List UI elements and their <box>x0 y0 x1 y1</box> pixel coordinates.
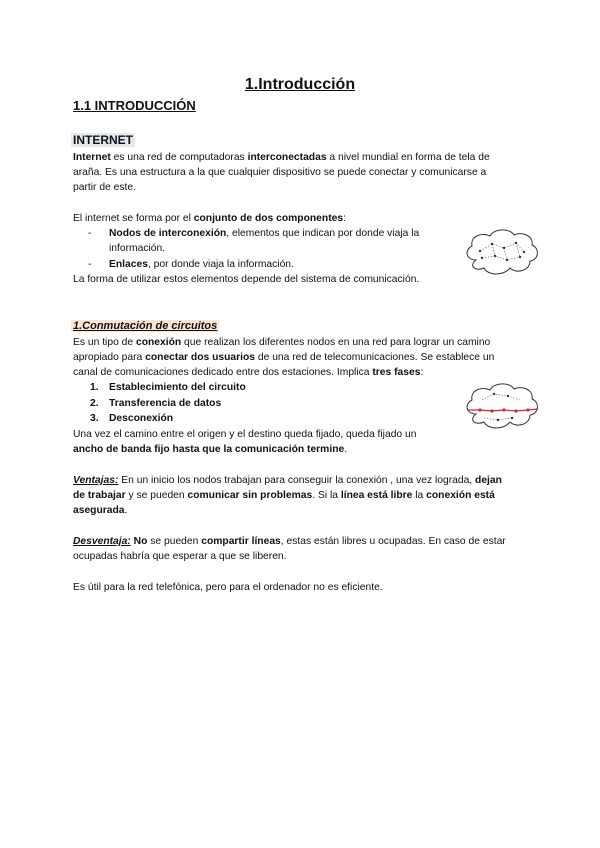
final-note: Es útil para la red telefónica, pero para el ordenador no es eficiente. <box>73 582 383 593</box>
ventajas-line-3: asegurada. <box>73 505 128 516</box>
section-heading: 1.1 INTRODUCCIÓN <box>73 98 196 113</box>
conmutacion-heading <box>73 319 219 334</box>
desventaja-label: Desventaja: <box>73 536 131 547</box>
circuit-paragraph-line-1: Una vez el camino entre el origen y el destino queda fijado, queda fijado un <box>73 429 417 440</box>
ventajas-line-2: de trabajar y se pueden comunicar sin problemas. Si la línea está libre la conexión está <box>73 490 495 501</box>
bullet-dash: - <box>88 228 92 239</box>
internet-paragraph-line-3: partir de este. <box>73 182 136 193</box>
phase-number: 1. <box>90 382 99 393</box>
internet-paragraph-line-1: Internet es una red de computadoras interconectadas a nivel mundial en forma de tela de <box>73 152 490 163</box>
conmutacion-line-3: canal de comunicaciones dedicado entre dos estaciones. Implica tres fases: <box>73 367 424 378</box>
phase-item: Desconexión <box>109 413 174 424</box>
ventajas-line-1: Ventajas: En un inicio los nodos trabajan para conseguir la conexión , una vez lograda, dejan <box>73 475 502 486</box>
list-item-enlaces: Enlaces, por donde viaja la información. <box>109 259 294 270</box>
components-intro: El internet se forma por el conjunto de dos componentes: <box>73 213 346 224</box>
network-cloud-figure <box>462 226 542 278</box>
list-item-nodos: Nodos de interconexión, elementos que indican por donde viaja la <box>109 228 420 239</box>
desventaja-line-2: ocupadas habría que esperar a que se liberen. <box>73 551 287 562</box>
phase-item: Establecimiento del circuito <box>109 382 246 393</box>
list-item-nodos-cont: información. <box>109 243 166 254</box>
conmutacion-heading-text: 1.Conmutación de circuitos <box>73 320 218 332</box>
circuit-paragraph-line-2: ancho de banda fijo hasta que la comunicación termine. <box>73 444 348 455</box>
conmutacion-line-2: apropiado para conectar dos usuarios de una red de telecomunicaciones. Se establece un <box>73 352 495 363</box>
page-title: 1.Introducción <box>244 76 356 93</box>
conmutacion-line-1: Es un tipo de conexión que realizan los diferentes nodos en una red para lograr un camino <box>73 337 491 348</box>
internet-paragraph-line-2: araña. Es una estructura a la que cualquier dispositivo se puede conectar y comunicarse a <box>73 167 487 178</box>
phase-number: 3. <box>90 413 99 424</box>
ventajas-label: Ventajas: <box>73 475 119 486</box>
internet-closing: La forma de utilizar estos elementos depende del sistema de comunicación. <box>73 274 420 285</box>
internet-heading-text: INTERNET <box>73 133 133 147</box>
bullet-dash: - <box>88 259 92 270</box>
circuit-path-figure <box>462 380 542 432</box>
desventaja-line-1: Desventaja: No se pueden compartir líneas, estas están libres u ocupadas. En caso de estar <box>73 536 506 547</box>
internet-heading <box>73 133 135 148</box>
phase-item: Transferencia de datos <box>109 398 222 409</box>
phase-number: 2. <box>90 398 99 409</box>
